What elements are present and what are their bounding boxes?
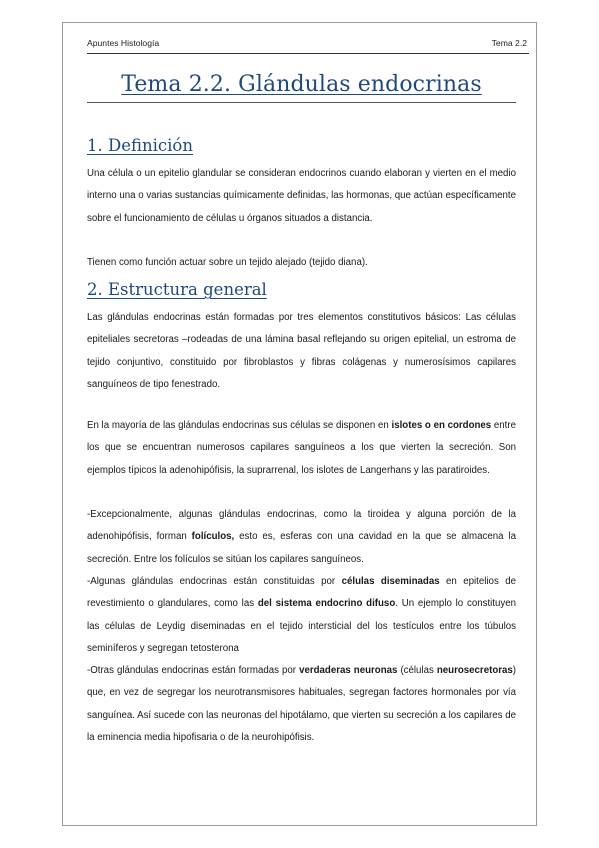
header-right-text: Tema 2.2 xyxy=(491,38,527,48)
estructura-paragraph-1: Las glándulas endocrinas están formadas por tres elementos constitutivos básicos: Las células epiteliales secretoras –rodeadas de una lámina basal reflejando su origen epitelial, un estroma de tejido conjuntivo, constituido por fibroblastos y fibras colágenas y numerosísimos capilares sanguíneos de tipo fenestrado. xyxy=(87,312,516,390)
text-run: En la mayoría de las glándulas endocrinas sus células se disponen en xyxy=(87,420,392,431)
definicion-paragraph-2: Tienen como función actuar sobre un tejido alejado (tejido diana). xyxy=(87,257,368,268)
running-header xyxy=(87,37,529,54)
section-heading-definicion: 1. Definición xyxy=(87,136,193,155)
text-run: ) que, en vez de segregar los neurotransmisores habituales, segregan factores hormonales por vía sanguínea. Así sucede con las neuronas del hipotálamo, que vierten su secreción a los capilares de la eminencia media hipofisaria o de la neurohipófisis. xyxy=(87,665,517,743)
estructura-paragraph-3 xyxy=(87,504,516,571)
text-run: (células xyxy=(397,665,437,676)
text-run: -Excepcionalmente, algunas glándulas endocrinas, como la tiroidea y alguna porción de la adenohipófisis, forman xyxy=(87,509,516,543)
bold-term: células diseminadas xyxy=(341,576,440,587)
bold-term: islotes o en cordones xyxy=(391,420,492,431)
section-heading-estructura: 2. Estructura general xyxy=(87,280,267,299)
bold-term: del sistema endocrino difuso xyxy=(257,598,396,610)
text-run: en epitelios de revestimiento o glandulares, como las xyxy=(87,576,517,610)
title-rule xyxy=(87,102,516,103)
text-run: -Otras glándulas endocrinas están formadas por xyxy=(87,665,300,676)
text-run: entre los que se encuentran numerosos capilares sanguíneos a los que vierten la secreción. Son ejemplos típicos la adenohipófisis, la suprarrenal, los islotes de Langerhans y las paratiroides. xyxy=(87,420,516,476)
bold-term: neurosecretoras xyxy=(436,665,513,676)
estructura-paragraph-4 xyxy=(87,571,516,660)
bold-term: verdaderas neuronas xyxy=(299,665,398,676)
text-run: esto es, esferas con una cavidad en la que se almacena la secreción. Entre los folículos se sitúan los capilares sanguíneos. xyxy=(87,531,516,565)
estructura-paragraph-2 xyxy=(87,415,516,482)
text-run: -Algunas glándulas endocrinas están constituidas por xyxy=(87,576,342,587)
document-title: Tema 2.2. Glándulas endocrinas xyxy=(121,72,482,97)
definicion-paragraph-1: Una célula o un epitelio glandular se consideran endocrinos cuando elaboran y vierten en el medio interno una o varias sustancias químicamente definidas, las hormonas, que actúan específicamente sobre el funcionamiento de células u órganos situados a distancia. xyxy=(87,168,516,224)
text-run: . Un ejemplo lo constituyen las células de Leydig diseminadas en el tejido intersticial del los testículos entre los túbulos seminíferos y segregan tetosterona xyxy=(87,598,517,654)
header-left-text: Apuntes Histología xyxy=(87,38,160,48)
estructura-paragraph-5 xyxy=(87,660,516,749)
bold-term: folículos, xyxy=(191,531,235,543)
